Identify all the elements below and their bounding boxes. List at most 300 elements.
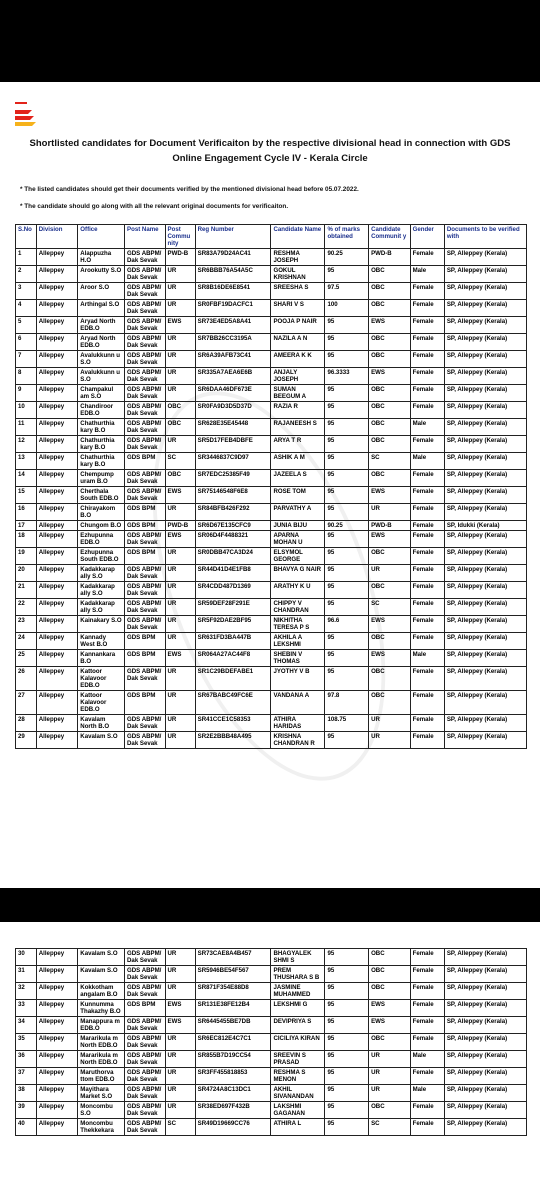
- cell-office: Chungom B.O: [78, 521, 125, 531]
- cell-candidate-community: SC: [369, 453, 411, 470]
- cell-candidate-name: POOJA P NAIR: [271, 317, 325, 334]
- cell-division: Alleppey: [36, 1051, 78, 1068]
- cell-marks: 95: [325, 565, 369, 582]
- cell-post-name: GDS ABPM/ Dak Sevak: [125, 419, 166, 436]
- cell-post-community: UR: [165, 1068, 195, 1085]
- cell-candidate-name: ATHIRA L: [271, 1119, 325, 1136]
- cell-sno: 9: [16, 385, 37, 402]
- cell-reg-number: SR6A39AFB73C41: [195, 351, 271, 368]
- cell-gender: Female: [410, 983, 444, 1000]
- cell-post-name: GDS BPM: [125, 521, 166, 531]
- cell-sno: 22: [16, 599, 37, 616]
- col-header-gender: Gender: [410, 225, 444, 249]
- cell-candidate-name: APARNA MOHAN U: [271, 531, 325, 548]
- cell-post-community: UR: [165, 283, 195, 300]
- cell-division: Alleppey: [36, 1034, 78, 1051]
- cell-office: Kattoor Kalavoor EDB.O: [78, 691, 125, 715]
- cell-post-community: UR: [165, 504, 195, 521]
- cell-reg-number: SR06D4F4488321: [195, 531, 271, 548]
- cell-marks: 95: [325, 487, 369, 504]
- table-row: [16, 531, 527, 548]
- cell-reg-number: SR5946BE54F567: [195, 966, 271, 983]
- cell-marks: 95: [325, 470, 369, 487]
- cell-post-name: GDS ABPM/ Dak Sevak: [125, 565, 166, 582]
- cell-candidate-name: SHEBIN V THOMAS: [271, 650, 325, 667]
- cell-documents-verified-with: SP, Alleppey (Kerala): [444, 1000, 526, 1017]
- cell-reg-number: SR3446837C9D97: [195, 453, 271, 470]
- cell-office: Kavalam S.O: [78, 966, 125, 983]
- cell-post-name: GDS ABPM/ Dak Sevak: [125, 1085, 166, 1102]
- cell-office: Kattoor Kalavoor EDB.O: [78, 667, 125, 691]
- cell-documents-verified-with: SP, Alleppey (Kerala): [444, 368, 526, 385]
- cell-post-name: GDS ABPM/ Dak Sevak: [125, 487, 166, 504]
- cell-marks: 95: [325, 966, 369, 983]
- cell-post-community: UR: [165, 616, 195, 633]
- cell-post-name: GDS ABPM/ Dak Sevak: [125, 1119, 166, 1136]
- cell-post-community: UR: [165, 1051, 195, 1068]
- cell-sno: 7: [16, 351, 37, 368]
- cell-candidate-name: DEVIPRIYA S: [271, 1017, 325, 1034]
- cell-reg-number: SR83A79D24AC41: [195, 249, 271, 266]
- cell-gender: Female: [410, 487, 444, 504]
- cell-reg-number: SR38ED697F432B: [195, 1102, 271, 1119]
- cell-division: Alleppey: [36, 650, 78, 667]
- cell-candidate-name: JASMINE MUHAMMED: [271, 983, 325, 1000]
- cell-division: Alleppey: [36, 633, 78, 650]
- cell-candidate-name: BHAGYALEK SHMI S: [271, 949, 325, 966]
- cell-office: Moncombu Thekkekara: [78, 1119, 125, 1136]
- cell-division: Alleppey: [36, 582, 78, 599]
- cell-post-community: UR: [165, 1085, 195, 1102]
- cell-marks: 96.3333: [325, 368, 369, 385]
- cell-post-community: UR: [165, 548, 195, 565]
- cell-post-community: EWS: [165, 650, 195, 667]
- table-row: [16, 616, 527, 633]
- cell-marks: 108.75: [325, 715, 369, 732]
- cell-candidate-name: JUNIA BIJU: [271, 521, 325, 531]
- cell-sno: 28: [16, 715, 37, 732]
- cell-candidate-name: PREM THUSHARA S B: [271, 966, 325, 983]
- cell-post-community: EWS: [165, 487, 195, 504]
- table-row: [16, 419, 527, 436]
- cell-candidate-community: UR: [369, 732, 411, 749]
- cell-division: Alleppey: [36, 368, 78, 385]
- cell-post-community: SC: [165, 453, 195, 470]
- cell-office: Mararikula m North EDB.O: [78, 1034, 125, 1051]
- table-row: [16, 715, 527, 732]
- cell-office: Chathurthia kary B.O: [78, 419, 125, 436]
- cell-reg-number: SR7EDC25385F49: [195, 470, 271, 487]
- cell-sno: 38: [16, 1085, 37, 1102]
- cell-candidate-name: ARATHY K U: [271, 582, 325, 599]
- cell-candidate-community: OBC: [369, 691, 411, 715]
- cell-division: Alleppey: [36, 1102, 78, 1119]
- cell-office: Kunnumma Thakazhy B.O: [78, 1000, 125, 1017]
- table-row: [16, 1119, 527, 1136]
- cell-marks: 95: [325, 334, 369, 351]
- cell-documents-verified-with: SP, Alleppey (Kerala): [444, 317, 526, 334]
- cell-post-community: EWS: [165, 1017, 195, 1034]
- cell-reg-number: SR73E4ED5A8A41: [195, 317, 271, 334]
- cell-post-name: GDS ABPM/ Dak Sevak: [125, 385, 166, 402]
- cell-division: Alleppey: [36, 1017, 78, 1034]
- cell-sno: 29: [16, 732, 37, 749]
- cell-candidate-name: CICILIYA KIRAN: [271, 1034, 325, 1051]
- cell-post-community: UR: [165, 667, 195, 691]
- cell-gender: Female: [410, 1068, 444, 1085]
- cell-division: Alleppey: [36, 1068, 78, 1085]
- cell-candidate-name: AKHILA A LEKSHMI: [271, 633, 325, 650]
- cell-marks: 95: [325, 266, 369, 283]
- cell-division: Alleppey: [36, 732, 78, 749]
- documents-note: * The candidate should go along with all the relevant original documents for verificaiton.: [20, 203, 289, 210]
- table-row: [16, 1051, 527, 1068]
- table-row: [16, 1034, 527, 1051]
- cell-division: Alleppey: [36, 385, 78, 402]
- cell-office: Aroor S.O: [78, 283, 125, 300]
- cell-office: Avalukkunn u S.O: [78, 368, 125, 385]
- cell-post-name: GDS BPM: [125, 453, 166, 470]
- cell-office: Chempump uram B.O: [78, 470, 125, 487]
- cell-candidate-community: OBC: [369, 351, 411, 368]
- cell-marks: 95: [325, 650, 369, 667]
- cell-gender: Female: [410, 317, 444, 334]
- table-row: [16, 732, 527, 749]
- table-row: [16, 317, 527, 334]
- table-row: [16, 402, 527, 419]
- cell-sno: 36: [16, 1051, 37, 1068]
- table-row: [16, 1102, 527, 1119]
- cell-office: Arthingal S.O: [78, 300, 125, 317]
- cell-post-name: GDS BPM: [125, 650, 166, 667]
- cell-candidate-community: OBC: [369, 283, 411, 300]
- cell-candidate-community: SC: [369, 1119, 411, 1136]
- cell-post-name: GDS ABPM/ Dak Sevak: [125, 266, 166, 283]
- cell-documents-verified-with: SP, Alleppey (Kerala): [444, 966, 526, 983]
- cell-documents-verified-with: SP, Alleppey (Kerala): [444, 1085, 526, 1102]
- cell-reg-number: SR0FBF19DACFC1: [195, 300, 271, 317]
- cell-post-name: GDS ABPM/ Dak Sevak: [125, 949, 166, 966]
- cell-candidate-name: AKHIL SIVANANDAN: [271, 1085, 325, 1102]
- cell-division: Alleppey: [36, 949, 78, 966]
- cell-sno: 34: [16, 1017, 37, 1034]
- cell-marks: 95: [325, 1085, 369, 1102]
- cell-gender: Female: [410, 966, 444, 983]
- cell-candidate-name: SREEVIN S PRASAD: [271, 1051, 325, 1068]
- cell-office: Ezhupunna EDB.O: [78, 531, 125, 548]
- cell-candidate-community: UR: [369, 715, 411, 732]
- cell-sno: 2: [16, 266, 37, 283]
- col-header-marks: % of marks obtained: [325, 225, 369, 249]
- cell-sno: 24: [16, 633, 37, 650]
- cell-office: Alappuzha H.O: [78, 249, 125, 266]
- cell-reg-number: SR49D19669CC76: [195, 1119, 271, 1136]
- cell-marks: 95: [325, 667, 369, 691]
- cell-division: Alleppey: [36, 266, 78, 283]
- cell-office: Arookutty S.O: [78, 266, 125, 283]
- cell-sno: 18: [16, 531, 37, 548]
- cell-reg-number: SR6DAA46DF673E: [195, 385, 271, 402]
- cell-reg-number: SR6BBB76A54A5C: [195, 266, 271, 283]
- cell-marks: 90.25: [325, 521, 369, 531]
- cell-reg-number: SR335A7AEA6E6B: [195, 368, 271, 385]
- cell-division: Alleppey: [36, 487, 78, 504]
- cell-candidate-community: OBC: [369, 983, 411, 1000]
- cell-post-name: GDS ABPM/ Dak Sevak: [125, 667, 166, 691]
- table-row: [16, 565, 527, 582]
- cell-post-name: GDS BPM: [125, 691, 166, 715]
- cell-documents-verified-with: SP, Alleppey (Kerala): [444, 504, 526, 521]
- cell-office: Chathurthia kary B.O: [78, 436, 125, 453]
- cell-post-name: GDS ABPM/ Dak Sevak: [125, 983, 166, 1000]
- cell-documents-verified-with: SP, Alleppey (Kerala): [444, 266, 526, 283]
- cell-post-name: GDS BPM: [125, 504, 166, 521]
- cell-documents-verified-with: SP, Alleppey (Kerala): [444, 453, 526, 470]
- cell-gender: Female: [410, 691, 444, 715]
- cell-office: Mararikula m North EDB.O: [78, 1051, 125, 1068]
- cell-reg-number: SR871F354E88D8: [195, 983, 271, 1000]
- cell-candidate-name: SREESHA S: [271, 283, 325, 300]
- cell-documents-verified-with: SP, Alleppey (Kerala): [444, 487, 526, 504]
- cell-documents-verified-with: SP, Alleppey (Kerala): [444, 565, 526, 582]
- cell-reg-number: SR75146548F6E8: [195, 487, 271, 504]
- cell-candidate-name: JYOTHY V B: [271, 667, 325, 691]
- table-row: [16, 436, 527, 453]
- cell-gender: Female: [410, 1017, 444, 1034]
- cell-candidate-name: ATHIRA HARIDAS: [271, 715, 325, 732]
- cell-candidate-name: NIKHITHA TERESA P S: [271, 616, 325, 633]
- cell-division: Alleppey: [36, 599, 78, 616]
- cell-gender: Female: [410, 548, 444, 565]
- cell-division: Alleppey: [36, 1085, 78, 1102]
- cell-post-community: UR: [165, 983, 195, 1000]
- cell-marks: 95: [325, 732, 369, 749]
- cell-candidate-name: LAKSHMI GAGANAN: [271, 1102, 325, 1119]
- table-row: [16, 334, 527, 351]
- cell-division: Alleppey: [36, 249, 78, 266]
- cell-division: Alleppey: [36, 504, 78, 521]
- cell-marks: 95: [325, 1000, 369, 1017]
- table-row: [16, 983, 527, 1000]
- cell-reg-number: SR628E35E45448: [195, 419, 271, 436]
- cell-documents-verified-with: SP, Alleppey (Kerala): [444, 548, 526, 565]
- cell-office: Kavalam S.O: [78, 732, 125, 749]
- cell-gender: Male: [410, 419, 444, 436]
- cell-marks: 97.8: [325, 691, 369, 715]
- cell-post-community: UR: [165, 436, 195, 453]
- table-row: [16, 667, 527, 691]
- col-header-post-name: Post Name: [125, 225, 166, 249]
- cell-division: Alleppey: [36, 300, 78, 317]
- table-row: [16, 1068, 527, 1085]
- cell-post-name: GDS ABPM/ Dak Sevak: [125, 470, 166, 487]
- cell-documents-verified-with: SP, Alleppey (Kerala): [444, 582, 526, 599]
- cell-candidate-community: OBC: [369, 300, 411, 317]
- table-row: [16, 300, 527, 317]
- cell-gender: Male: [410, 453, 444, 470]
- cell-sno: 10: [16, 402, 37, 419]
- table-row: [16, 249, 527, 266]
- cell-office: Kavalam North B.O: [78, 715, 125, 732]
- cell-post-name: GDS ABPM/ Dak Sevak: [125, 1102, 166, 1119]
- cell-post-name: GDS ABPM/ Dak Sevak: [125, 531, 166, 548]
- cell-gender: Female: [410, 470, 444, 487]
- table-row: [16, 453, 527, 470]
- cell-sno: 23: [16, 616, 37, 633]
- cell-reg-number: SR064A27AC44F8: [195, 650, 271, 667]
- cell-post-name: GDS ABPM/ Dak Sevak: [125, 1068, 166, 1085]
- cell-office: Moncombu S.O: [78, 1102, 125, 1119]
- cell-candidate-name: RESHMA JOSEPH: [271, 249, 325, 266]
- table-row: [16, 521, 527, 531]
- cell-post-community: PWD-B: [165, 521, 195, 531]
- col-header-reg-number: Reg Number: [195, 225, 271, 249]
- candidates-table-continued: [15, 948, 527, 1136]
- cell-reg-number: SR8B16DE6E8541: [195, 283, 271, 300]
- cell-gender: Female: [410, 521, 444, 531]
- cell-gender: Male: [410, 1085, 444, 1102]
- cell-candidate-community: OBC: [369, 334, 411, 351]
- cell-post-community: PWD-B: [165, 249, 195, 266]
- cell-sno: 39: [16, 1102, 37, 1119]
- india-post-logo: [12, 100, 38, 130]
- cell-reg-number: SR855B7D19CC54: [195, 1051, 271, 1068]
- cell-office: Chandiroor EDB.O: [78, 402, 125, 419]
- cell-sno: 8: [16, 368, 37, 385]
- cell-office: Champakul am S.O: [78, 385, 125, 402]
- cell-candidate-name: NAZILA A N: [271, 334, 325, 351]
- cell-gender: Female: [410, 436, 444, 453]
- cell-gender: Female: [410, 249, 444, 266]
- col-header-office: Office: [78, 225, 125, 249]
- table-row: [16, 599, 527, 616]
- cell-sno: 11: [16, 419, 37, 436]
- cell-candidate-community: OBC: [369, 402, 411, 419]
- cell-division: Alleppey: [36, 1000, 78, 1017]
- cell-candidate-community: UR: [369, 565, 411, 582]
- table-row: [16, 283, 527, 300]
- cell-gender: Female: [410, 385, 444, 402]
- cell-office: Chirayakom B.O: [78, 504, 125, 521]
- cell-documents-verified-with: SP, Alleppey (Kerala): [444, 470, 526, 487]
- cell-reg-number: SR59DEF28F291E: [195, 599, 271, 616]
- cell-documents-verified-with: SP, Alleppey (Kerala): [444, 351, 526, 368]
- table-row: [16, 351, 527, 368]
- cell-office: Kavalam S.O: [78, 949, 125, 966]
- cell-sno: 35: [16, 1034, 37, 1051]
- cell-documents-verified-with: SP, Alleppey (Kerala): [444, 667, 526, 691]
- cell-sno: 14: [16, 470, 37, 487]
- cell-candidate-name: ROSE TOM: [271, 487, 325, 504]
- cell-sno: 5: [16, 317, 37, 334]
- cell-post-name: GDS ABPM/ Dak Sevak: [125, 966, 166, 983]
- cell-reg-number: SR3FF455818853: [195, 1068, 271, 1085]
- cell-marks: 95: [325, 1102, 369, 1119]
- cell-candidate-community: EWS: [369, 1000, 411, 1017]
- cell-marks: 95: [325, 548, 369, 565]
- cell-documents-verified-with: SP, Alleppey (Kerala): [444, 691, 526, 715]
- cell-office: Kadakkarap ally S.O: [78, 565, 125, 582]
- cell-candidate-name: SHARI V S: [271, 300, 325, 317]
- cell-reg-number: SR6445455BE7DB: [195, 1017, 271, 1034]
- cell-gender: Female: [410, 368, 444, 385]
- cell-post-community: UR: [165, 715, 195, 732]
- cell-division: Alleppey: [36, 966, 78, 983]
- cell-documents-verified-with: SP, Alleppey (Kerala): [444, 1034, 526, 1051]
- cell-candidate-community: OBC: [369, 1102, 411, 1119]
- cell-post-community: UR: [165, 732, 195, 749]
- cell-sno: 30: [16, 949, 37, 966]
- cell-post-name: GDS ABPM/ Dak Sevak: [125, 1051, 166, 1068]
- cell-reg-number: SR0FA9D3D5D37D: [195, 402, 271, 419]
- table-row: [16, 385, 527, 402]
- cell-candidate-community: OBC: [369, 667, 411, 691]
- cell-candidate-community: EWS: [369, 368, 411, 385]
- cell-marks: 95: [325, 317, 369, 334]
- cell-post-community: SC: [165, 1119, 195, 1136]
- cell-post-community: OBC: [165, 402, 195, 419]
- cell-post-name: GDS BPM: [125, 633, 166, 650]
- cell-candidate-community: EWS: [369, 616, 411, 633]
- cell-division: Alleppey: [36, 616, 78, 633]
- cell-gender: Female: [410, 565, 444, 582]
- cell-candidate-community: OBC: [369, 949, 411, 966]
- cell-post-community: UR: [165, 266, 195, 283]
- cell-post-name: GDS ABPM/ Dak Sevak: [125, 249, 166, 266]
- cell-documents-verified-with: SP, Alleppey (Kerala): [444, 983, 526, 1000]
- cell-candidate-community: OBC: [369, 582, 411, 599]
- cell-division: Alleppey: [36, 521, 78, 531]
- cell-sno: 40: [16, 1119, 37, 1136]
- cell-sno: 13: [16, 453, 37, 470]
- cell-candidate-community: EWS: [369, 1017, 411, 1034]
- cell-reg-number: SR5F92DAE2BF95: [195, 616, 271, 633]
- cell-candidate-community: OBC: [369, 385, 411, 402]
- cell-post-name: GDS BPM: [125, 1000, 166, 1017]
- cell-reg-number: SR44D41D4E1FB8: [195, 565, 271, 582]
- cell-post-community: UR: [165, 966, 195, 983]
- cell-marks: 96.6: [325, 616, 369, 633]
- cell-candidate-community: OBC: [369, 966, 411, 983]
- cell-post-name: GDS ABPM/ Dak Sevak: [125, 300, 166, 317]
- table-body: [16, 949, 527, 1136]
- cell-post-community: UR: [165, 565, 195, 582]
- cell-post-name: GDS ABPM/ Dak Sevak: [125, 436, 166, 453]
- cell-sno: 1: [16, 249, 37, 266]
- cell-marks: 97.5: [325, 283, 369, 300]
- cell-gender: Female: [410, 300, 444, 317]
- cell-reg-number: SR4CDD487D1369: [195, 582, 271, 599]
- cell-sno: 12: [16, 436, 37, 453]
- cell-sno: 25: [16, 650, 37, 667]
- cell-sno: 4: [16, 300, 37, 317]
- cell-post-community: UR: [165, 633, 195, 650]
- cell-post-community: OBC: [165, 470, 195, 487]
- cell-documents-verified-with: SP, Alleppey (Kerala): [444, 1017, 526, 1034]
- cell-documents-verified-with: SP, Alleppey (Kerala): [444, 1102, 526, 1119]
- cell-marks: 95: [325, 1034, 369, 1051]
- cell-candidate-name: RAJANEESH S: [271, 419, 325, 436]
- cell-gender: Female: [410, 1119, 444, 1136]
- cell-division: Alleppey: [36, 436, 78, 453]
- cell-sno: 15: [16, 487, 37, 504]
- cell-post-community: UR: [165, 351, 195, 368]
- cell-post-community: UR: [165, 1034, 195, 1051]
- cell-documents-verified-with: SP, Alleppey (Kerala): [444, 599, 526, 616]
- document-page-1: [0, 82, 540, 888]
- cell-candidate-community: SC: [369, 599, 411, 616]
- table-row: [16, 504, 527, 521]
